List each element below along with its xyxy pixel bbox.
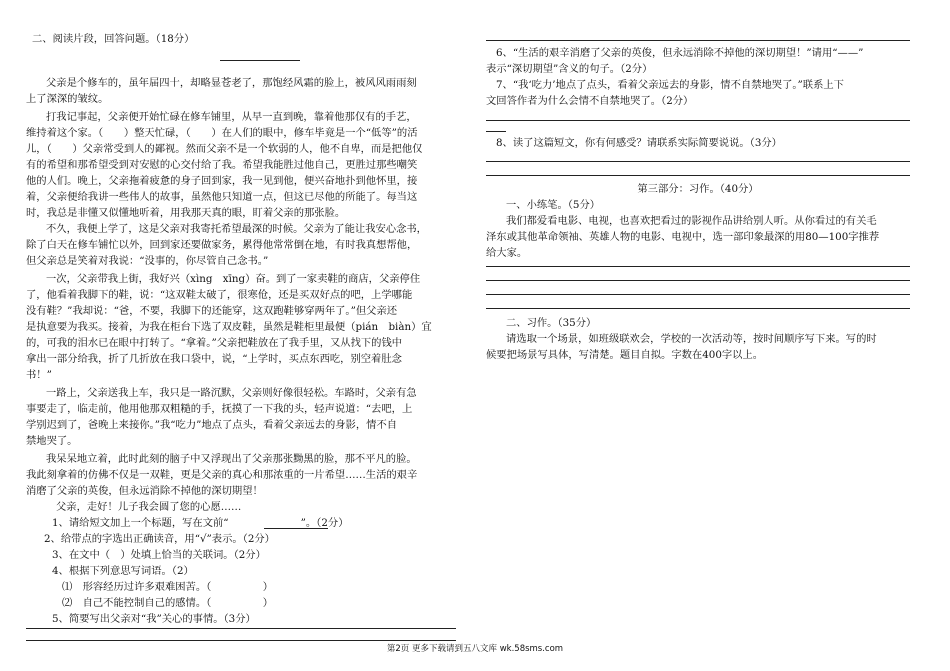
- page-footer: 第2页 更多下载请到五八文库 wk.58sms.com: [386, 644, 564, 654]
- answer-line: [486, 294, 910, 295]
- passage-line: 我此刻拿着的仿佛不仅是一双鞋，更是父亲的真心和那浓重的一片希望……生活的艰辛: [26, 469, 418, 481]
- question-2: 2、给带点的字选出正确读音，用“√”表示。（2分）: [44, 533, 275, 545]
- passage-line: 我呆呆地立着，此时此刻的脑子中又浮现出了父亲那张黝黑的脸，那不平凡的脸。: [46, 453, 417, 465]
- answer-line: [486, 175, 910, 176]
- question-7: 7、“我‘吃力’地点了点头，看着父亲远去的身影，情不自禁地哭了。”联系上下: [496, 79, 844, 91]
- answer-line: [26, 628, 456, 629]
- question-8: 8、读了这篇短文，你有何感受？请联系实际简要说说。（3分）: [496, 137, 782, 149]
- part3-title: 第三部分：习作。（40分）: [637, 183, 759, 195]
- passage-line: 维持着这个家。（ ）整天忙碌，（ ）在人们的眼中，修车毕竟是一个“低等”的活: [26, 127, 418, 139]
- passage-line: 的，可我的泪水已在眼中打转了。“拿着。”父亲把鞋放在了我手里，又从找下的钱中: [26, 337, 403, 349]
- essay-heading: 二、习作。（35分）: [506, 317, 597, 329]
- q1-answer-blank: [264, 528, 328, 529]
- question-4-item-1: ⑴ 形容经历过许多艰难困苦。（ ）: [62, 581, 274, 593]
- passage-line: 儿，（ ）父亲常受到人的鄙视。然而父亲不是一个软弱的人，他不自卑，而是把他仅: [26, 143, 423, 155]
- answer-line: [486, 280, 910, 281]
- answer-line: [486, 308, 910, 309]
- passage-line: 拿出一部分给我，折了几折放在我口袋中，说，“上学时，买点东西吃，别空着肚念: [26, 353, 402, 365]
- question-6: 6、“生活的艰辛消磨了父亲的英俊，但永远消除不掉他的深切期望！”请用“——”: [496, 47, 864, 59]
- answer-line: [486, 266, 910, 267]
- passage-line: 父亲是个修车的，虽年届四十，却略显苍老了，那饱经风霜的脸上，被风风雨雨刻: [46, 77, 417, 89]
- answer-line-short: [486, 131, 506, 132]
- passage-line: 时，我总是非懂又似懂地听着，用我那天真的眼，盯着父亲的那张脸。: [26, 207, 346, 219]
- question-7-cont: 文回答作者为什么会情不自禁地哭了。（2分）: [486, 95, 694, 107]
- question-5: 5、简要写出父亲对“我”关心的事情。（3分）: [52, 613, 256, 625]
- answer-line: [486, 40, 910, 41]
- passage-line: 但父亲总是笑着对我说：“没事的，你尽管自己念书。”: [26, 255, 269, 267]
- passage-line: 书！”: [26, 369, 52, 381]
- essay-text: 候要把场景写具体，写清楚。题目自拟。字数在400字以上。: [486, 349, 764, 361]
- passage-line: 是执意要为我买。接着，为我在柜台下选了双皮鞋，虽然是鞋柜里最便（pián biàn）宜: [26, 321, 432, 333]
- essay-text: 请选取一个场景，如班级联欢会，学校的一次活动等，按时间顺序写下来。写的时: [506, 333, 877, 345]
- passage-line: 有的希望和那希望受到对安慰的心交付给了我。希望我能胜过他自己，更胜过那些嘲笑: [26, 159, 418, 171]
- practice-heading: 一、小练笔。（5分）: [506, 199, 601, 211]
- answer-line: [26, 640, 456, 641]
- answer-line: [486, 120, 910, 121]
- passage-line: 了，他看着我脚下的鞋，说：“这双鞋太破了，很寒伧，还是买双好点的吧，上学哪能: [26, 289, 413, 301]
- section-heading: 二、阅读片段，回答问题。（18分）: [32, 33, 195, 45]
- practice-text: 泽东或其他革命领袖、英雄人物的电影、电视中，选一部印象最深的用80—100字推荐: [486, 231, 880, 243]
- practice-text: 给大家。: [486, 247, 528, 259]
- passage-line: 他的人们。晚上，父亲拖着疲惫的身子回到家，我一见到他，便兴奋地扑到他怀里，接: [26, 175, 418, 187]
- passage-line: 不久，我便上学了，这是父亲对我寄托希望最深的时候。父亲为了能让我安心念书，: [46, 223, 427, 235]
- passage-line: 一次，父亲带我上街，我好兴（xìng xīng）奋。到了一家卖鞋的商店，父亲停住: [46, 273, 421, 285]
- question-3: 3、在文中（ ）处填上恰当的关联词。（2分）: [52, 549, 266, 561]
- passage-line: 没有鞋？”我却说：“爸，不要，我脚下的还能穿，这双跑鞋够穿两年了。”但父亲还: [26, 305, 398, 317]
- practice-text: 我们都爱看电影、电视，也喜欢把看过的影视作品讲给别人听。从你看过的有关毛: [506, 215, 877, 227]
- passage-line: 上了深深的皱纹。: [26, 93, 109, 105]
- question-1: 1、请给短文加上一个标题，写在文前“ ”。（2分）: [52, 517, 349, 529]
- question-6-cont: 表示“深切期望”含义的句子。（2分）: [486, 63, 653, 75]
- passage-line: 禁地哭了。: [26, 435, 78, 447]
- passage-line: 打我记事起，父亲便开始忙碌在修车铺里，从早一直到晚，靠着他那仅有的手艺，: [46, 111, 417, 123]
- passage-line: 除了白天在修车铺忙以外，回到家还要做家务，累得他常常倒在地，有时我真想帮他，: [26, 239, 418, 251]
- question-4-item-2: ⑵ 自己不能控制自己的感情。（ ）: [62, 597, 274, 609]
- title-blank-line: [220, 60, 300, 61]
- passage-line: 父亲，走好！儿子我会圆了您的心愿……: [56, 501, 242, 513]
- passage-line: 一路上，父亲送我上车，我只是一路沉默，父亲则好像很轻松。车路时，父亲有急: [46, 387, 417, 399]
- answer-line: [486, 161, 910, 162]
- passage-line: 着，父亲便给我讲一些伟人的故事，虽然他只知道一点，但这已尽他的所能了。每当这: [26, 191, 418, 203]
- question-4: 4、根据下列意思写词语。（2）: [52, 565, 194, 577]
- passage-line: 消磨了父亲的英俊，但永远消除不掉他的深切期望！: [26, 485, 263, 497]
- passage-line: 学别迟到了，爸晚上来接你。”我“吃力”地点了点头，看着父亲远去的身影，情不自: [26, 419, 398, 431]
- passage-line: 事要走了，临走前，他用他那双粗糙的手，抚摸了一下我的头，轻声说道：“去吧，上: [26, 403, 413, 415]
